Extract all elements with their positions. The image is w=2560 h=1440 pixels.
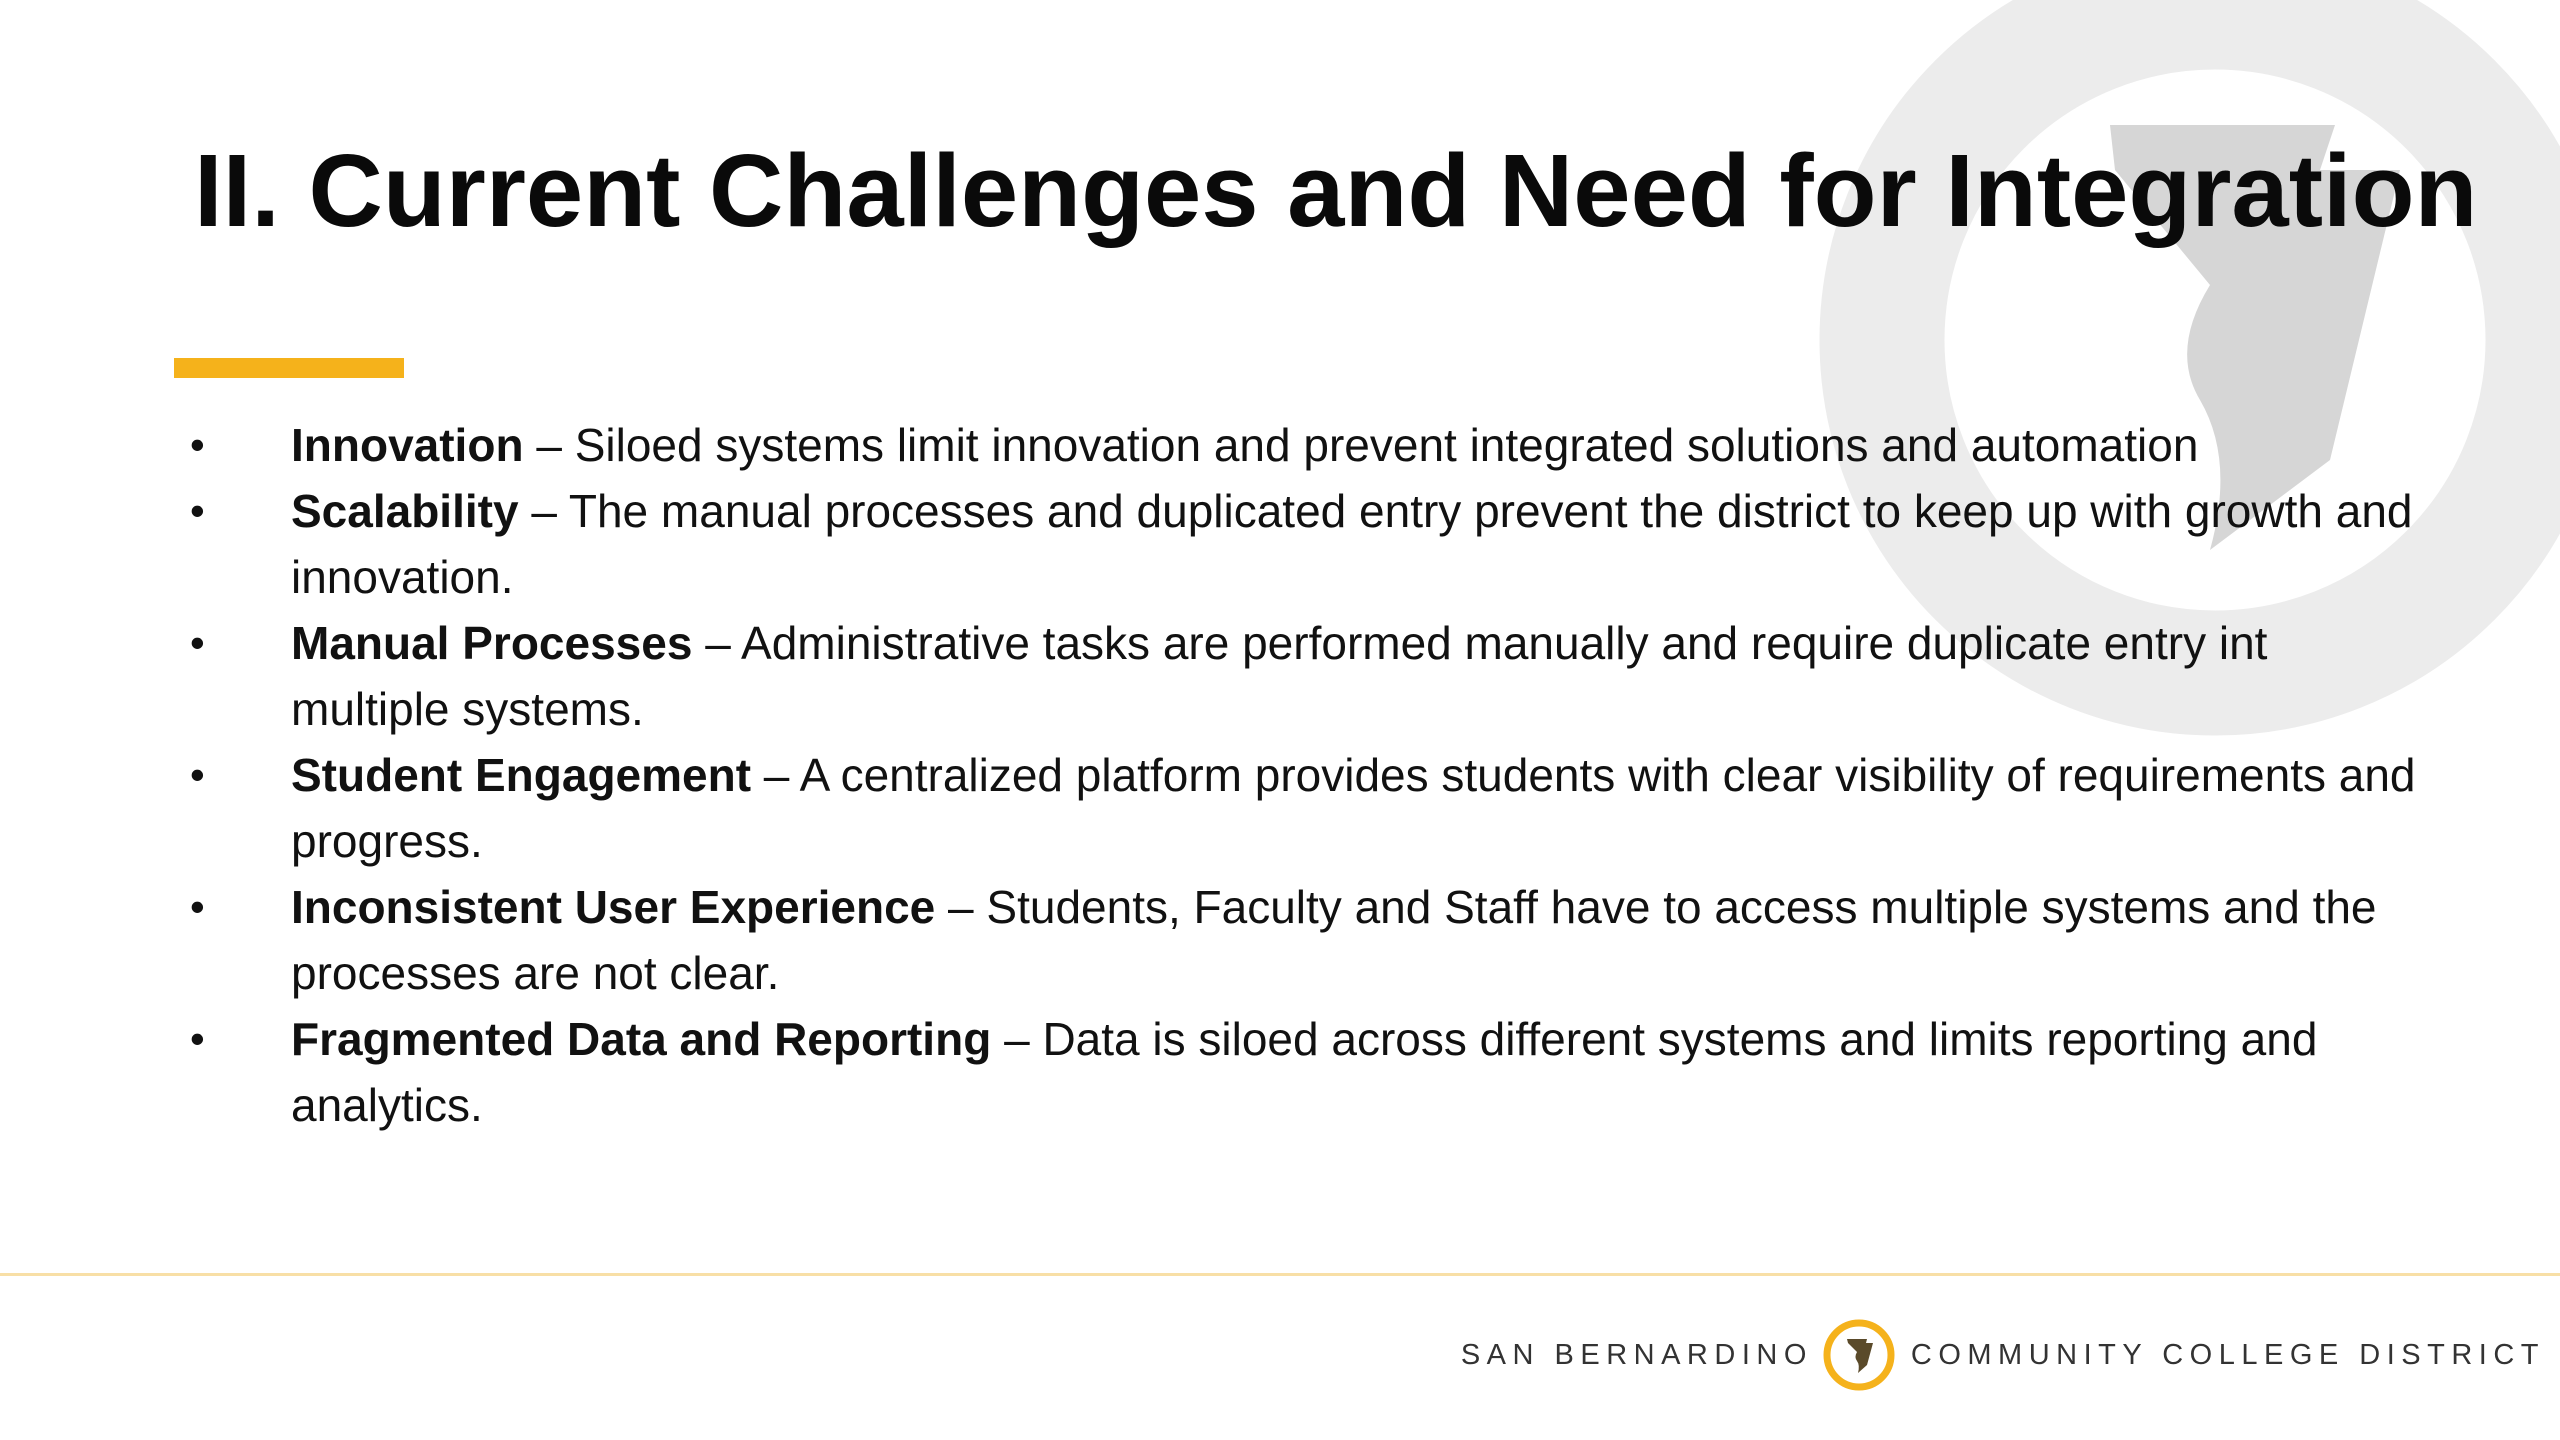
bullet-dot-icon: • [190,751,205,798]
bullet-separator: – [692,617,742,669]
bullet-term: Inconsistent User Experience [291,881,936,933]
bullet-text: Data is siloed across different systems and limits reporting and analytics. [291,1013,2318,1131]
footer-divider [0,1273,2560,1276]
bullet-text: Students, Faculty and Staff have to access multiple systems and the processes are not clear. [291,881,2377,999]
bullet-separator: – [935,881,987,933]
bullet-dot-icon: • [190,619,205,666]
slide-title: II. Current Challenges and Need for Integration [194,133,2478,248]
bullet-separator: – [523,419,575,471]
list-item [190,742,2430,874]
bullet-term: Fragmented Data and Reporting [291,1013,992,1065]
challenge-list [190,412,2430,1138]
bullet-text: Administrative tasks are performed manually and require duplicate entry int multiple systems. [291,617,2268,735]
list-item [190,1006,2430,1138]
bullet-text: A centralized platform provides students with clear visibility of requirements and progress. [291,749,2416,867]
bullet-term: Innovation [291,419,524,471]
arrowhead-emblem-icon [1821,1317,1897,1393]
bullet-dot-icon: • [190,1015,205,1062]
bullet-dot-icon: • [190,421,205,468]
bullet-separator: – [751,749,800,801]
bullet-term: Manual Processes [291,617,693,669]
logo-text-right: COMMUNITY COLLEGE DISTRICT [1910,1338,2545,1371]
district-logo [1460,1310,2545,1400]
bullet-dot-icon: • [190,883,205,930]
bullet-dot-icon: • [190,487,205,534]
list-item [190,478,2430,610]
bullet-separator: – [518,485,569,537]
bullet-text: The manual processes and duplicated entry prevent the district to keep up with growth and innovation. [291,485,2413,603]
bullet-text: Siloed systems limit innovation and prevent integrated solutions and automation [574,419,2199,471]
list-item [190,874,2430,1006]
logo-text-left: SAN BERNARDINO [1460,1338,1813,1371]
bullet-term: Student Engagement [291,749,752,801]
list-item [190,412,2430,478]
bullet-term: Scalability [291,485,519,537]
title-accent-bar [174,358,404,378]
bullet-separator: – [991,1013,1043,1065]
list-item [190,610,2430,742]
